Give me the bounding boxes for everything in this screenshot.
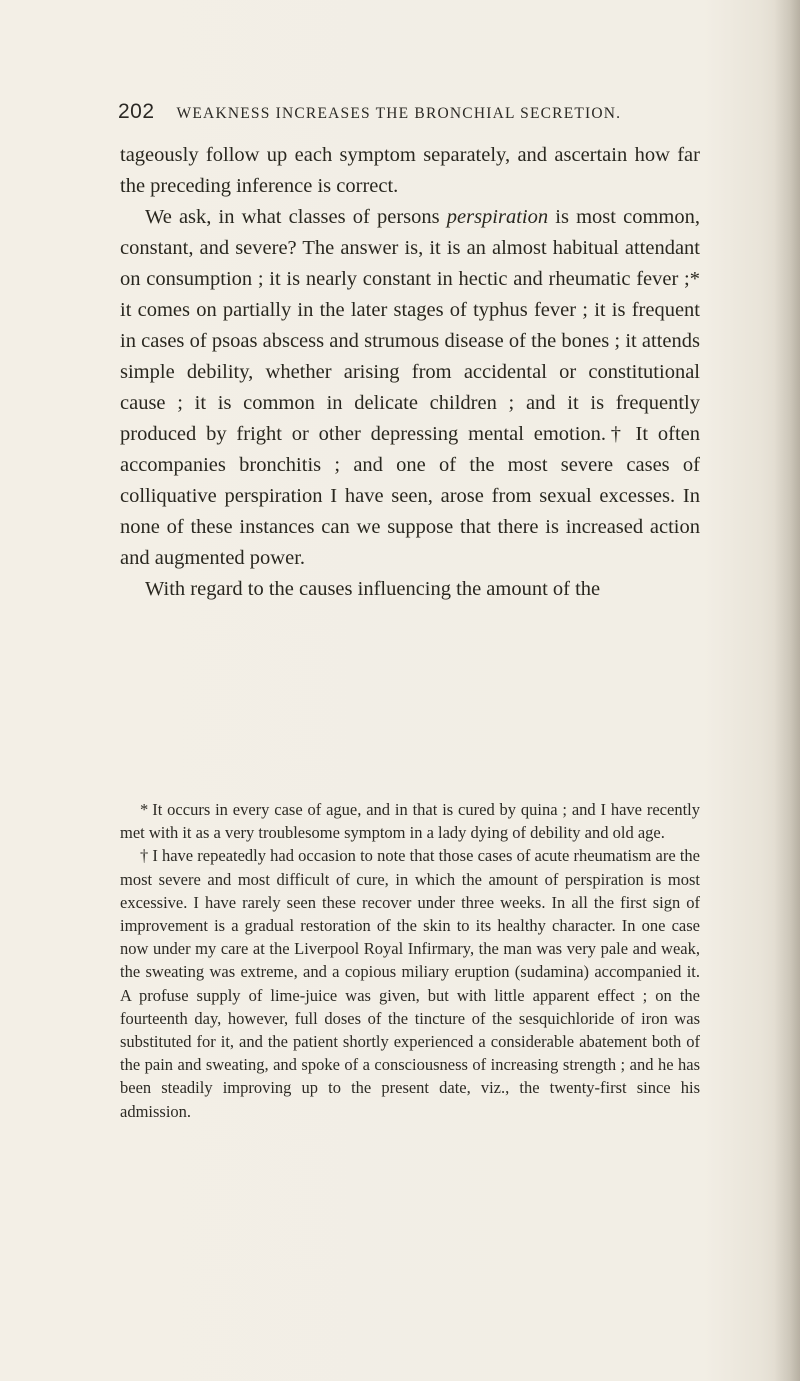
body-text [120,140,700,605]
footnote-1 [120,798,700,844]
footnote-mark: † [140,846,149,866]
footnote-reference-1: * [689,268,700,290]
footnotes [120,798,700,1123]
footnote-text: It occurs in every case of ague, and in that is cured by quina ; and I have recently met with it as a very troublesome symptom in a lady dying of debility and old age. [120,800,700,843]
paragraph-text: We ask, in what classes of persons [145,206,447,228]
footnote-text: I have repeatedly had occasion to note that those cases of acute rheumatism are the most severe and most difficult of cure, in which the amount of perspiration is most excessive. I have rarely seen these recover under three weeks. In all the first sign of improvement is a gradual restoration of the skin to its healthy character. In one case now under my care at the Liverpool Royal Infirmary, the man was very pale and weak, the sweating was extreme, and a copious miliary eruption (sudamina) accompanied it. A profuse supply of lime-juice was given, but with little apparent effect ; on the fourteenth day, however, full doses of the tincture of the sesquichloride of iron was substituted for it, and the patient shortly experienced a considerable abatement both of the pain and sweating, and spoke of a consciousness of increasing strength ; and he has been steadily improving up to the present date, viz., the twenty-first since his admission. [120,846,701,1121]
footnote-mark: * [140,800,149,819]
paragraph-text: it comes on partially in the later stages of typhus fever ; it is frequent in cases of psoas abscess and strumous disease of the bones ; it attends simple debility, whether arising from accidental or constitutional cause ; it is common in delicate children ; and it is frequently produced by fright or other depressing mental emotion. [120,299,700,445]
emphasis-perspiration: perspiration [446,206,549,228]
running-title: WEAKNESS INCREASES THE BRONCHIAL SECRETION. [176,105,622,122]
running-head [118,100,718,124]
paragraph-continuation: tageously follow up each symptom separately, and ascertain how far the preceding inference is correct. [120,144,700,197]
paragraph-causes: With regard to the causes influencing the amount of the [145,578,601,600]
footnote-reference-2: † [606,423,626,445]
paragraph-text: is most common, constant, and severe? The answer is, it is an almost habitual attendant on consumption ; it is nearly constant in hectic and rheumatic fever ; [120,206,700,290]
page-number: 202 [118,100,155,123]
paragraph-text: It often accompanies bronchitis ; and one of the most severe cases of colliquative perspiration I have seen, arose from sexual excesses. In none of these instances can we suppose that there is increased action and augmented power. [120,423,700,569]
page-edge-shadow [774,0,800,1381]
paragraph-classes-of-persons [120,202,700,574]
footnote-2 [120,844,700,1122]
